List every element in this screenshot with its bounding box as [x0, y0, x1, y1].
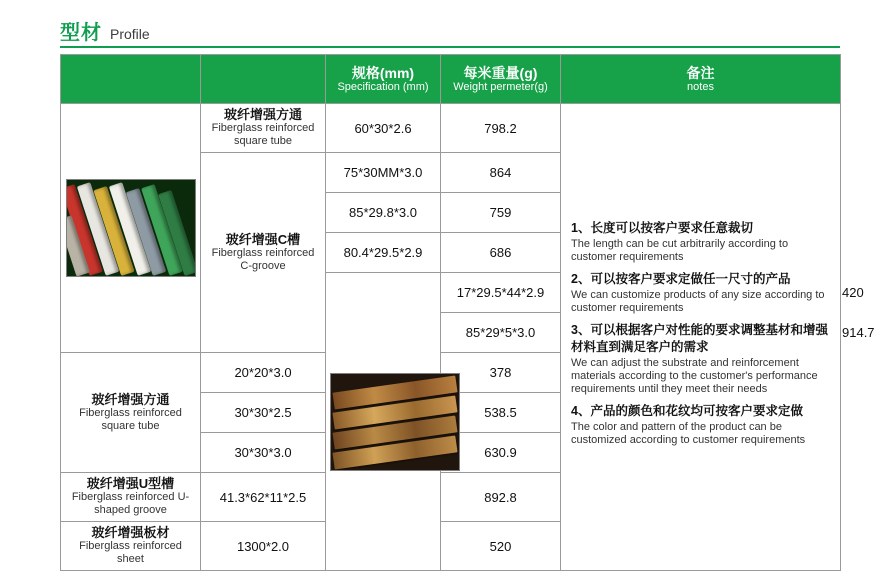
note-item: [571, 403, 830, 447]
product-photo-tubes: [66, 179, 196, 277]
page-header: [60, 16, 840, 48]
product-name-cn: 玻纤增强U型槽: [86, 476, 175, 491]
table-body: [61, 104, 875, 571]
note-cn: 2、可以按客户要求定做任一尺寸的产品: [571, 272, 791, 286]
weight-value: 798.2: [441, 104, 561, 153]
product-name-en: Fiberglass reinforced C-groove: [211, 246, 315, 272]
table-row: 85*29*5*3.0 914.7: [61, 313, 841, 353]
table-header-row: [61, 55, 841, 104]
header-spec-cn: 规格(mm): [351, 64, 415, 81]
spec-value: 1300*2.0: [201, 522, 326, 571]
product-photo-planks-cell: [326, 273, 441, 571]
spec-value: 80.4*29.5*2.9: [326, 233, 441, 273]
header-notes-column: [561, 55, 841, 104]
product-name-cn: 玻纤增强C槽: [225, 231, 301, 247]
spec-value: 85*29.8*3.0: [326, 193, 441, 233]
weight-value: 864: [441, 153, 561, 193]
header-specification-column: [326, 55, 441, 104]
weight-value: 686: [441, 233, 561, 273]
product-name-cell: [201, 104, 326, 153]
note-en: The length can be cut arbitrarily according to customer requirements: [571, 238, 789, 263]
note-item: [571, 220, 830, 264]
weight-value: 892.8: [441, 473, 561, 522]
weight-value: 759: [441, 193, 561, 233]
product-name-cn: 玻纤增强方通: [91, 391, 170, 407]
weight-value: 538.5: [441, 393, 561, 433]
note-en: The color and pattern of the product can be customized according to customer requirements: [571, 421, 806, 446]
note-cn: 4、产品的颜色和花纹均可按客户要求定做: [571, 404, 803, 418]
header-spec-en: Specification (mm): [337, 80, 429, 93]
product-name-en: Fiberglass reinforced sheet: [79, 540, 182, 565]
header-notes-cn: 备注: [686, 64, 715, 81]
spec-value: 41.3*62*11*2.5: [201, 473, 326, 522]
note-item: [571, 271, 830, 315]
header-divider: [60, 46, 840, 48]
header-weight-en: Weight permeter(g): [453, 80, 548, 93]
header-weight-cn: 每米重量(g): [463, 64, 538, 81]
header-product-name-column: [201, 55, 326, 104]
header-weight-column: [441, 55, 561, 104]
spec-table: [60, 54, 875, 571]
note-item: [571, 322, 830, 396]
header-notes-en: notes: [687, 80, 714, 93]
spec-value: 75*30MM*3.0: [326, 153, 441, 193]
spec-value: 17*29.5*44*2.9: [441, 273, 561, 313]
product-name-cell: [61, 522, 201, 571]
weight-value: 378: [441, 353, 561, 393]
spec-value: 85*29*5*3.0: [441, 313, 561, 353]
note-en: We can customize products of any size according to customer requirements: [571, 289, 825, 314]
note-en: We can adjust the substrate and reinforcement materials according to the customer's performance requirements until they meet their needs: [571, 357, 818, 395]
note-cn: 1、长度可以按客户要求任意裁切: [571, 221, 753, 235]
product-name-en: Fiberglass reinforced U-shaped groove: [71, 491, 190, 516]
table-head: [61, 55, 841, 104]
spec-value: 30*30*3.0: [201, 433, 326, 473]
weight-value: 520: [441, 522, 561, 571]
spec-table-wrapper: [60, 54, 875, 571]
weight-value: 630.9: [441, 433, 561, 473]
product-name-cn: 玻纤增强方通: [223, 107, 302, 122]
product-name-cell: [61, 353, 201, 473]
spec-value: 20*20*3.0: [201, 353, 326, 393]
header-image-column: [61, 55, 201, 104]
product-photo-tubes-cell: [61, 104, 201, 353]
spec-value: 60*30*2.6: [326, 104, 441, 153]
product-name-cn: 玻纤增强板材: [91, 525, 170, 540]
product-photo-planks: [330, 373, 460, 471]
product-name-en: Fiberglass reinforced square tube: [211, 122, 315, 147]
page-title-en: Profile: [110, 26, 150, 42]
page-title-cn: 型材: [60, 22, 102, 44]
notes-cell: [561, 104, 841, 571]
note-cn: 3、可以根据客户对性能的要求调整基材和增强材料直到满足客户的需求: [571, 323, 828, 354]
table-row: 17*29.5*44*2.9 420: [61, 273, 841, 313]
product-name-en: Fiberglass reinforced square tube: [79, 406, 182, 432]
spec-value: 30*30*2.5: [201, 393, 326, 433]
product-name-cell: [61, 473, 201, 522]
product-name-cell: [201, 153, 326, 353]
table-row: [61, 104, 841, 153]
